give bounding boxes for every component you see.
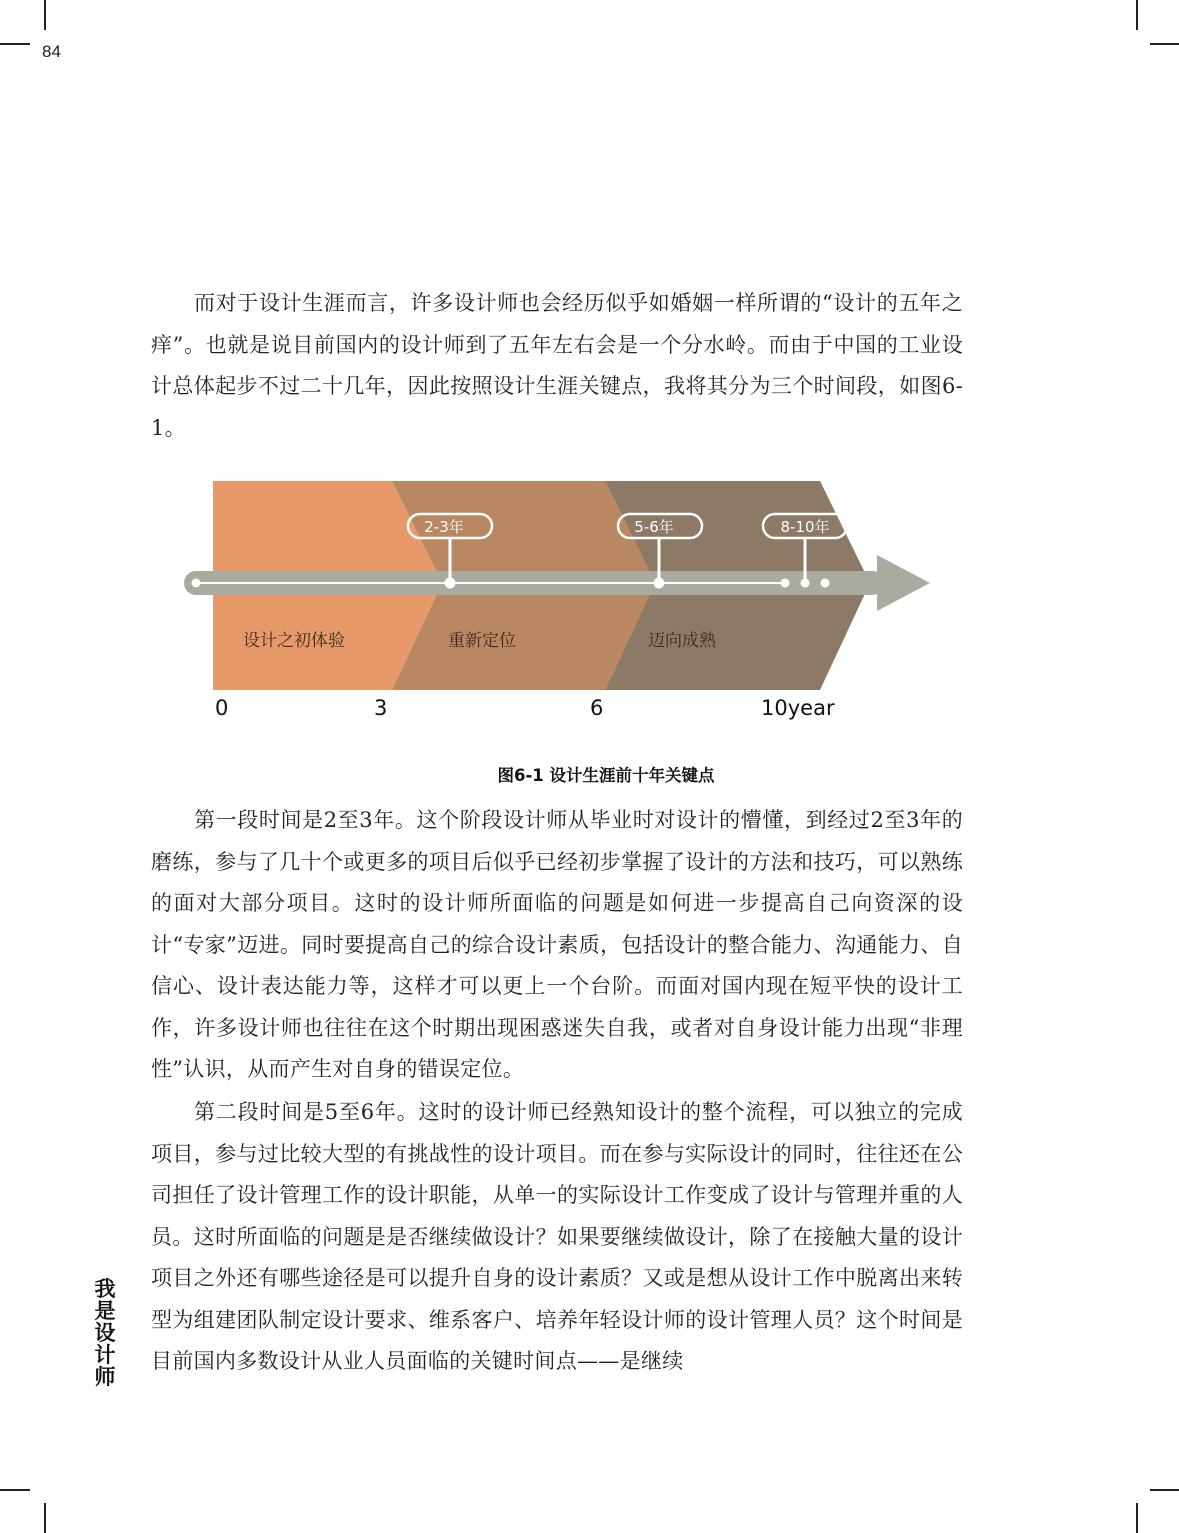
crop-mark	[1136, 1503, 1138, 1533]
career-timeline-figure	[180, 478, 950, 738]
timeline-arrowhead	[877, 555, 930, 611]
body-paragraph: 第一段时间是2至3年。这个阶段设计师从毕业时对设计的懵懂，到经过2至3年的磨练，参与了几十个或更多的项目后似乎已经初步掌握了设计的方法和技巧，可以熟练的面对大部分项目。这时的设计师所面临的问题是如何进一步提高自己向资深的设计“专家”迈进。同时要提高自己的综合设计素质，包括设计的整合能力、沟通能力、自信心、设计表达能力等，这样才可以更上一个台阶。而面对国内现在短平快的设计工作，许多设计师也往往在这个时期出现困惑迷失自我，或者对自身设计能力出现“非理性”认识，从而产生对自身的错误定位。	[151, 808, 963, 1081]
crop-mark	[1136, 0, 1138, 30]
stage-label: 设计之初体验	[243, 631, 345, 651]
crop-mark	[44, 0, 46, 30]
crop-mark	[44, 1503, 46, 1533]
crop-mark	[0, 1489, 30, 1491]
crop-mark	[0, 43, 30, 45]
figure-caption: 图6-1 设计生涯前十年关键点	[497, 766, 715, 785]
body-paragraph: 而对于设计生涯而言，许多设计师也会经历似乎如婚姻一样所谓的“设计的五年之痒”。也就是说目前国内的设计师到了五年左右会是一个分水岭。而由于中国的工业设计总体起步不过二十几年，因此按照设计生涯关键点，我将其分为三个时间段，如图6-1。	[151, 291, 963, 440]
axis-tick-label: 10year	[761, 696, 835, 720]
stage-label: 迈向成熟	[648, 631, 716, 651]
axis-tick-label: 6	[590, 696, 604, 720]
axis-tick-label: 0	[215, 696, 229, 720]
body-paragraph: 第二段时间是5至6年。这时的设计师已经熟知设计的整个流程，可以独立的完成项目，参与过比较大型的有挑战性的设计项目。而在参与实际设计的同时，往往还在公司担任了设计管理工作的设计职能，从单一的实际设计工作变成了设计与管理并重的人员。这时所面临的问题是是否继续做设计？如果要继续做设计，除了在接触大量的设计项目之外还有哪些途径是可以提升自身的设计素质？又或是想从设计工作中脱离出来转型为组建团队制定设计要求、维系客户、培养年轻设计师的设计管理人员？这个时间是目前国内多数设计从业人员面临的关键时间点——是继续	[151, 1100, 963, 1373]
marker-node	[654, 578, 665, 589]
year-badge-label: 2-3年	[424, 518, 464, 536]
crop-mark	[1150, 43, 1179, 45]
timeline-dot	[821, 579, 830, 588]
running-title: 我是设计师	[94, 1277, 116, 1389]
timeline-start-dot	[192, 579, 201, 588]
year-badge-label: 5-6年	[634, 518, 674, 536]
page-number: 84	[42, 42, 61, 61]
axis-tick-label: 3	[374, 696, 388, 720]
stage-label: 重新定位	[448, 631, 516, 651]
timeline-dot	[781, 579, 790, 588]
year-badge-label: 8-10年	[780, 518, 830, 536]
marker-node	[445, 578, 456, 589]
crop-mark	[1150, 1489, 1179, 1491]
